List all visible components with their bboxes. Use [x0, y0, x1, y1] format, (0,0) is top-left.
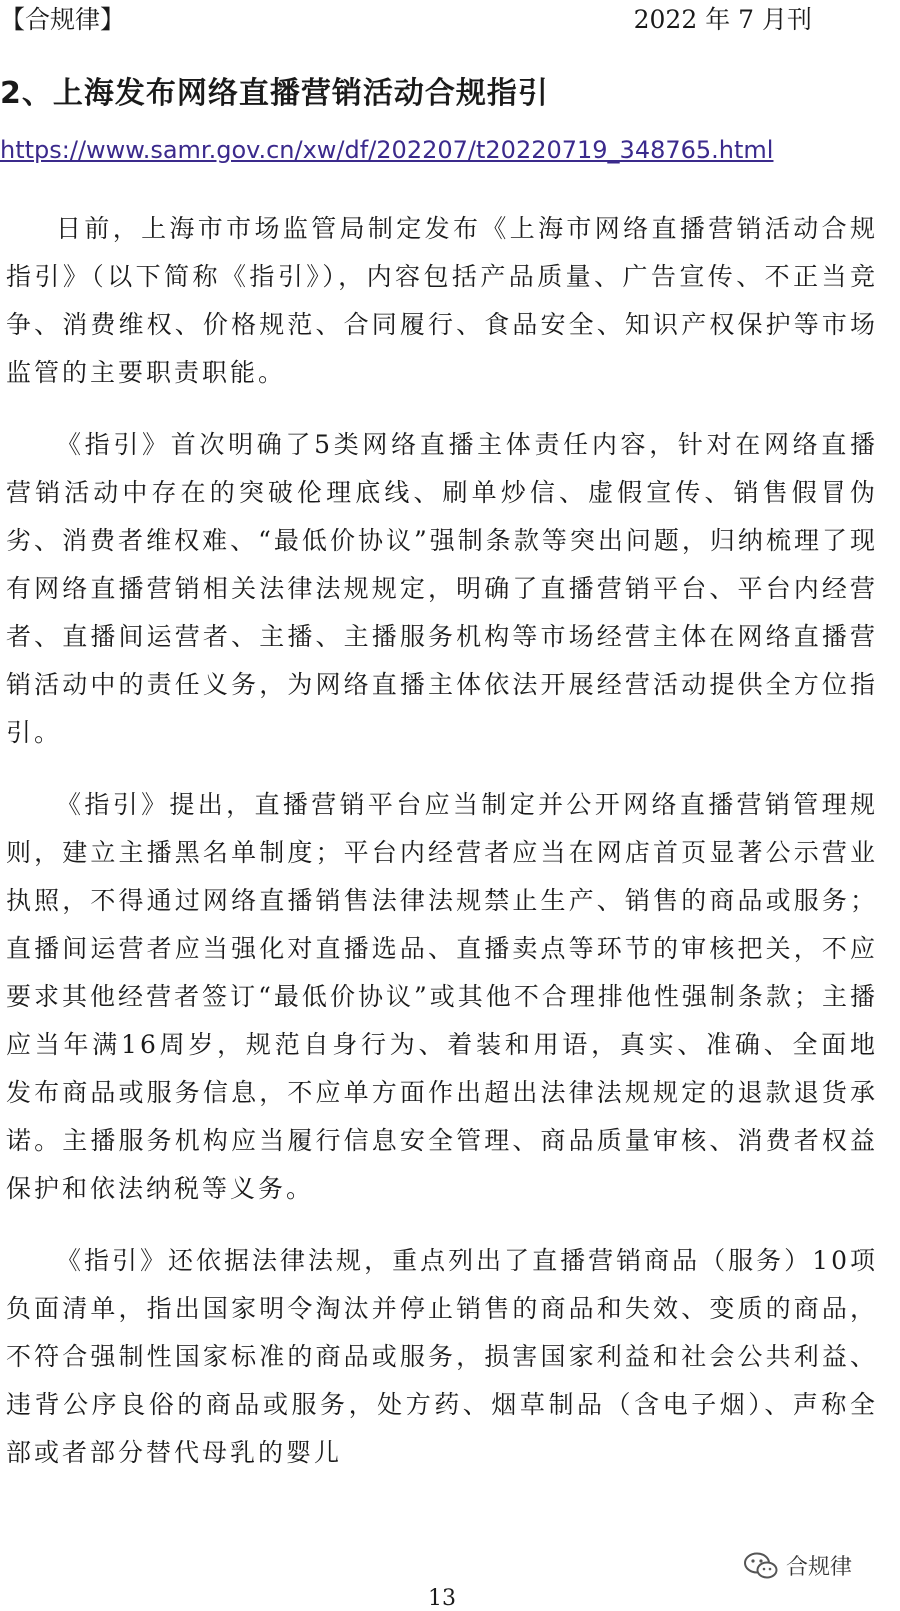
- header-issue-date: 2022 年 7 月刊: [633, 5, 812, 34]
- watermark-label: 合规律: [785, 1555, 852, 1580]
- paragraph: 《指引》还依据法律法规，重点列出了直播营销商品（服务）10项负面清单，指出国家明令淘汰并停止销售的商品和失效、变质的商品，不符合强制性国家标准的商品或服务，损害国家利益和社会公共利益、违背公序良俗的商品或服务，处方药、烟草制品（含电子烟）、声称全部或者部分替代母乳的婴儿: [6, 1246, 878, 1467]
- article-title: 2、上海发布网络直播营销活动合规指引: [0, 76, 549, 111]
- paragraph: 《指引》提出，直播营销平台应当制定并公开网络直播营销管理规则，建立主播黑名单制度；平台内经营者应当在网店首页显著公示营业执照，不得通过网络直播销售法律法规禁止生产、销售的商品或服务；直播间运营者应当强化对直播选品、直播卖点等环节的审核把关，不应要求其他经营者签订“最低价协议”或其他不合理排他性强制条款；主播应当年满16周岁，规范自身行为、着装和用语，真实、准确、全面地发布商品或服务信息，不应单方面作出超出法律法规规定的退款退货承诺。主播服务机构应当履行信息安全管理、商品质量审核、消费者权益保护和依法纳税等义务。: [6, 790, 878, 1203]
- header-publication-name: 【合规律】: [0, 5, 126, 34]
- page-header: [0, 0, 900, 36]
- paragraph: 日前，上海市市场监管局制定发布《上海市网络直播营销活动合规指引》（以下简称《指引》），内容包括产品质量、广告宣传、不正当竞争、消费维权、价格规范、合同履行、食品安全、知识产权保护等市场监管的主要职责职能。: [6, 214, 878, 387]
- source-link[interactable]: https://www.samr.gov.cn/xw/df/202207/t20220719_348765.html: [0, 136, 774, 164]
- paragraph: 《指引》首次明确了5类网络直播主体责任内容，针对在网络直播营销活动中存在的突破伦理底线、刷单炒信、虚假宣传、销售假冒伪劣、消费者维权难、“最低价协议”强制条款等突出问题，归纳梳理了现有网络直播营销相关法律法规规定，明确了直播营销平台、平台内经营者、直播间运营者、主播、主播服务机构等市场经营主体在网络直播营销活动中的责任义务，为网络直播主体依法开展经营活动提供全方位指引。: [6, 430, 878, 747]
- wechat-icon: [744, 1552, 778, 1580]
- wechat-watermark: [744, 1550, 852, 1581]
- page-number: 13: [428, 1586, 456, 1611]
- article-body: [6, 205, 878, 1501]
